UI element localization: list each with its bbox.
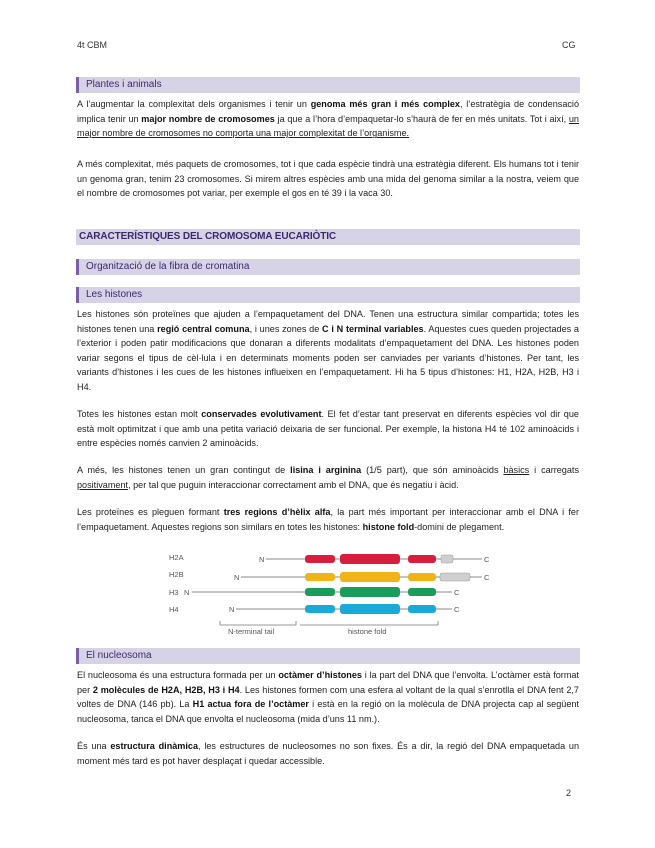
text: , per tal que puguin interaccionar correctament amb el DNA, que és negatiu i àcid. [128,479,459,490]
section-organitzacio: Organització de la fibra de cromatina [76,259,580,275]
text: A més, les histones tenen un gran contingut de [77,465,291,475]
paragraph-genoma [77,97,579,141]
c-terminal-h2b: C [484,573,490,582]
text: Les proteïnes es pleguen formant [77,507,224,517]
highlight: regió central comuna [157,323,250,334]
extra-h2b [440,573,470,581]
label-n-terminal-tail: N-terminal tail [228,627,275,636]
page-number: 2 [566,788,572,798]
paragraph-dinamica [77,739,579,768]
row-label-h2a: H2A [169,553,184,562]
text: , les estructures de nucleosomes no son fixes. És a dir, la regió del DNA empaquetada un moment més tard es pot haver desplaçat i quedar accessible. [77,741,580,766]
row-label-h3: H3 [169,588,179,597]
helix-1-h4 [305,605,335,613]
text: i la part del DNA que l’envolta. L’octàmer està format per [77,670,579,695]
helix-1-h2a [305,555,335,563]
n-terminal-h3: N [184,588,190,597]
highlight: conservades evolutivament [201,409,322,419]
text: ja que a l’hora d’empaquetar-lo s’haurà de fer en més unitats. Tot i així, [274,113,569,124]
text: . El fet d’estar tant preservat en diferents espècies vol dir que està molt optimitzat i que amb una petita variació deixaria de ser funcional. Per exemple, la histona H4 té 102 aminoàcids i entre espècies només canvien 2 aminoàcids. [77,409,579,449]
header-right: CG [562,40,576,50]
label-histone-fold: histone fold [348,627,387,636]
helix-2-h4 [340,604,400,614]
text: El nucleosoma és una estructura formada per un [77,670,279,680]
section-caracteristiques: CARACTERÍSTIQUES DEL CROMOSOMA EUCARIÒTIC [76,229,580,245]
text: , la part més important per interaccionar amb el DNA i fer l’empaquetament. Aquestes regions son similars en totes les histones: [77,507,579,532]
highlight: lisina i arginina [290,465,362,475]
text: . Les histones formen com una esfera al voltant de la qual s’enrotlla el DNA fent 2,7 voltes de DNA (146 pb). La [77,684,579,710]
highlight: tres regions d’hèlix alfa [223,507,331,517]
helix-2-h2a [340,554,400,564]
text: És una [77,741,111,751]
c-terminal-h2a: C [484,555,490,564]
text: Les histones són proteïnes que ajuden a l’empaquetament del DNA. Tenen una estructura similar compartida; totes les histones tenen una [77,309,579,334]
paragraph-histones [77,307,579,395]
highlight: H1 actua fora de l’octàmer [192,699,309,710]
text: A l’augmentar la complexitat dels organismes i tenir un [77,99,311,109]
n-terminal-h2a: N [259,555,265,564]
helix-3-h2b [408,573,436,581]
header-left: 4t CBM [77,40,108,50]
paragraph-helix [77,505,579,534]
text: -domini de plegament. [414,521,505,532]
histone-fold-diagram [160,543,500,643]
underlined-text: un major nombre de cromosomes no comporta una major complexitat de l’organisme. [77,113,579,139]
helix-1-h2b [305,573,335,581]
underlined-text: bàsics [503,465,530,475]
paragraph-nucleosoma [77,668,579,726]
highlight: histone fold [362,521,415,532]
text: , i unes zones de [249,323,323,334]
highlight: octàmer d’histones [278,670,362,680]
n-terminal-h2b: N [234,573,240,582]
text: Totes les histones estan molt [77,409,202,419]
helix-2-h3 [340,587,400,597]
underlined-text: positivament [77,479,129,490]
text: , l’estratègia de condensació implica tenir un [77,99,580,124]
helix-3-h3 [408,588,436,596]
paragraph-cromosomes: A més complexitat, més paquets de cromosomes, tot i que cada espècie tindrà una estratègia diferent. Els humans tot i tenir un genoma gran, tenim 23 cromosomes. Si mirem altres espècies amb una mida del genoma similar a la nostra, veiem que el nombre de cromosomes pot variar, per exemple el gos en té 39 i la vaca 30. [77,159,579,199]
n-terminal-h4: N [229,605,235,614]
text: i està en la regió on la molècula de DNA projecta cap al següent nucleosoma, tanca el DNA que envolta el nucleosoma (mida d’uns 11 nm.). [77,699,579,724]
helix-2-h2b [340,572,400,582]
section-nucleosoma: El nucleosoma [76,648,580,664]
helix-3-h4 [408,605,436,613]
highlight: C i N terminal variables [322,323,424,334]
row-label-h2b: H2B [169,570,184,579]
highlight: 2 molècules de H2A, H2B, H3 i H4 [92,684,240,695]
helix-1-h3 [305,588,335,596]
paragraph-conservades [77,407,579,451]
highlight: major nombre de cromosomes [141,113,275,124]
section-plantes-animals: Plantes i animals [76,77,580,93]
paragraph-lisina [77,463,579,492]
c-terminal-h4: C [454,605,460,614]
text: . Aquestes cues queden projectades a l’exterior i poden patir modificacions que donaran a diferents modalitats d’empaquetament del DNA. Les histones poden variar segons el tipus de cèl·lula i en determinats moments poden ser canviades per variants d’histones. Per tant, les variants d’histones i les cues de les histones influeixen en l’empaquetament. Hi ha 5 tipus d’histones: H1, H2A, H2B, H3 i H4. [77,323,579,392]
highlight: genoma més gran i més complex [310,99,460,109]
row-label-h4: H4 [169,605,179,614]
text: (1/5 part), que són aminoàcids [361,465,504,475]
c-terminal-h3: C [454,588,460,597]
section-histones: Les histones [76,287,580,303]
highlight: estructura dinàmica [110,741,199,751]
text: i carregats [529,465,579,475]
helix-3-h2a [408,555,436,563]
extra-h2a [441,555,453,563]
